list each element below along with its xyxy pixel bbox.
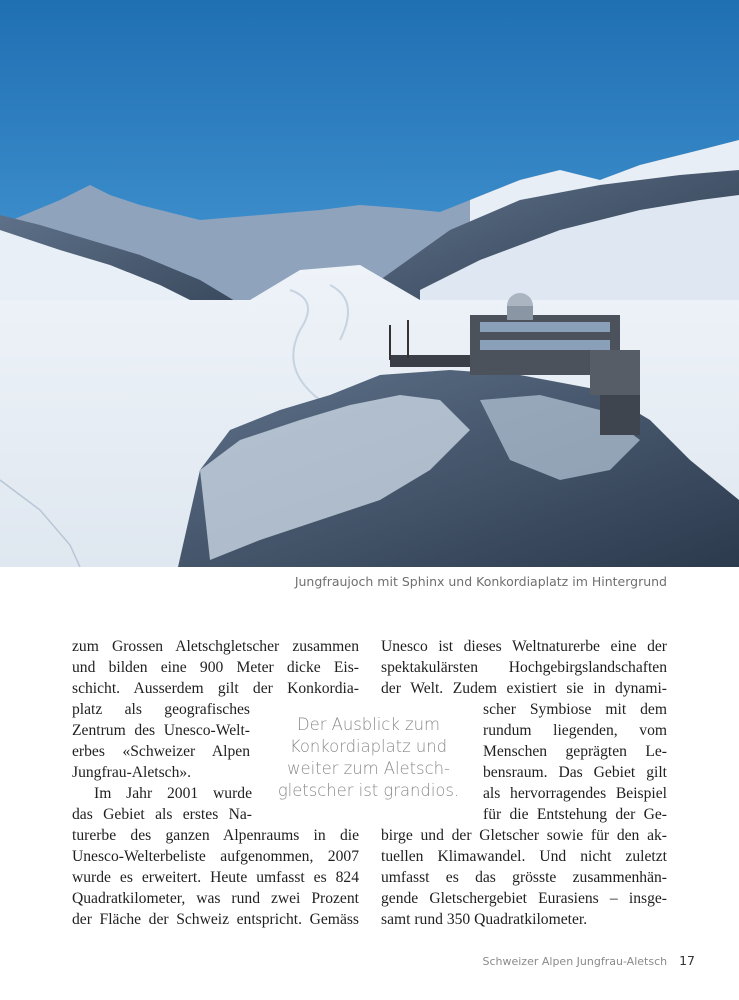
text-line: scher Symbiose mit dem xyxy=(483,701,667,718)
text-line: platz als geografisches xyxy=(72,701,250,718)
text-line: samt rund 350 Quadratkilometer. xyxy=(381,911,588,928)
text-line: wurde es erweitert. Heute umfasst es 824 xyxy=(72,869,359,886)
running-title: Schweizer Alpen Jungfrau-Aletsch xyxy=(482,955,668,968)
text-line: und bilden eine 900 Meter dicke Eis- xyxy=(72,659,359,676)
pull-quote-line: Konkordiaplatz und xyxy=(289,737,448,756)
text-line: Unesco-Welterbeliste aufgenommen, 2007 xyxy=(72,848,359,865)
text-line: das Gebiet als erstes Na- xyxy=(72,806,252,823)
pull-quote-line: gletscher ist grandios. xyxy=(277,781,460,800)
text-line: erbes «Schweizer Alpen xyxy=(72,743,250,760)
text-line: tuellen Klimawandel. Und nicht zuletzt xyxy=(381,848,667,865)
text-line: der Fläche der Schweiz entspricht. Gemäss xyxy=(72,911,359,928)
text-line: Jungfrau-Aletsch». xyxy=(72,764,192,781)
text-line: Quadratkilometer, was rund zwei Prozent xyxy=(72,890,359,907)
photo-caption: Jungfraujoch mit Sphinx und Konkordiaplatz im Hintergrund xyxy=(294,574,667,589)
text-line: Zentrum des Unesco-Welt- xyxy=(72,722,250,739)
text-line: gende Gletschergebiet Eurasiens – insge- xyxy=(381,890,667,907)
text-line: umfasst es das grösste zusammenhän- xyxy=(381,869,667,886)
text-line: bensraum. Das Gebiet gilt xyxy=(483,764,667,781)
text-line: rundum liegenden, vom xyxy=(483,722,667,739)
page-footer xyxy=(482,953,695,968)
text-line: für die Entstehung der Ge- xyxy=(483,806,667,823)
text-line: Menschen geprägten Le- xyxy=(483,743,667,760)
text-line: turerbe des ganzen Alpenraums in die xyxy=(72,827,359,844)
text-line: zum Grossen Aletschgletscher zusammen xyxy=(72,638,359,655)
text-line: birge und der Gletscher sowie für den ak- xyxy=(381,827,667,844)
text-line: als hervorragendes Beispiel xyxy=(483,785,667,802)
pull-quote-line: Der Ausblick zum xyxy=(297,715,440,734)
text-line: Im Jahr 2001 wurde xyxy=(94,785,252,802)
pull-quote-line: weiter zum Aletsch- xyxy=(287,759,450,778)
text-line: spektakulärsten Hochgebirgslandschaften xyxy=(381,659,667,676)
page-number: 17 xyxy=(679,953,695,968)
text-line: der Welt. Zudem existiert sie in dynami- xyxy=(381,680,667,697)
text-line: schicht. Ausserdem gilt der Konkordia- xyxy=(72,680,359,697)
text-line: Unesco ist dieses Weltnaturerbe eine der xyxy=(381,638,667,655)
body-column-right xyxy=(381,636,667,930)
